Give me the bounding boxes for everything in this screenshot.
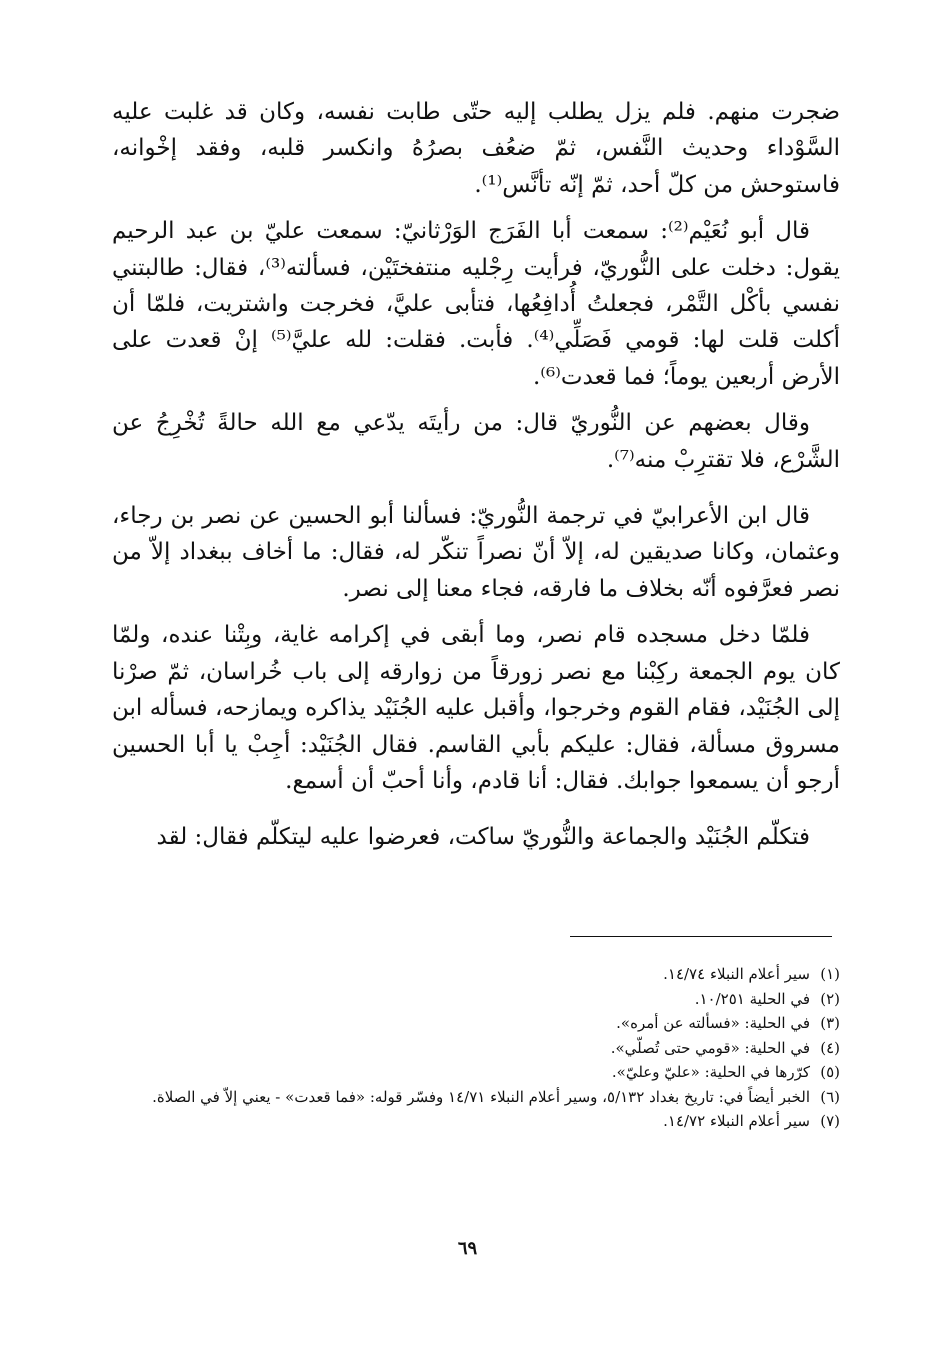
footnotes bbox=[112, 963, 840, 1135]
footnote bbox=[112, 1012, 840, 1035]
footnote-text: في الحلية: «قومي حتى تُصلّي». bbox=[610, 1038, 810, 1057]
footnote-number: (٢) bbox=[820, 989, 840, 1008]
footnote-text: كرّرها في الحلية: «عليّ وعليّ». bbox=[611, 1063, 810, 1081]
footnote-number: (٧) bbox=[820, 1112, 840, 1130]
footnote bbox=[112, 1061, 840, 1084]
footnote-number: (٣) bbox=[820, 1014, 840, 1032]
footnote bbox=[112, 1086, 840, 1109]
paragraph: فتكلّم الجُنَيْد والجماعة والنُّوريّ ساكت، فعرضوا عليه ليتكلّم فقال: لقد bbox=[156, 824, 810, 851]
paragraph: قال أبو نُعَيْم⁽²⁾: سمعت أبا الفَرَج الوَرْثانيّ: سمعت عليّ بن عبد الرحيم يقول: دخلت على النُّوريّ، فرأيت رِجْليه منتفختَيْن، فسألته⁽³⁾، فقال: طالبتني نفسي بأكْل التَّمْر، فجعلتُ أُدافِعُها، فتأبى عليَّ، فخرجت واشتريت، فلمّا أن أكلت قلت لها: قومي فَصَلِّي⁽⁴⁾. فأبت. فقلت: لله عليَّ⁽⁵⁾ إنْ قعدت على الأرض أربعين يوماً؛ فما قعدت⁽⁶⁾. bbox=[112, 218, 840, 390]
main-text bbox=[112, 94, 840, 866]
footnote bbox=[112, 963, 840, 986]
paragraph: وقال بعضهم عن النُّوريّ قال: من رأيتَه يدّعي مع الله حالةً تُخْرِجُ عن الشَّرْع، فلا تقترِبْ منه⁽⁷⁾. bbox=[112, 410, 840, 473]
footnote bbox=[112, 988, 840, 1011]
footnote-text: سير أعلام النبلاء ١٤/٧٢. bbox=[663, 1112, 810, 1130]
footnote-text: في الحلية: «فسألته عن أمره». bbox=[616, 1014, 810, 1032]
paragraph: ضجرت منهم. فلم يزل يطلب إليه حتّى طابت نفسه، وكان قد غلبت عليه السَّوْداء وحديث النَّفس، ثمّ ضعُف بصرُهُ وانكسر قلبه، وفقد إخْوانه، فاستوحش من كلّ أحد، ثمّ إنّه تأنَّس⁽¹⁾. bbox=[112, 99, 840, 198]
page-number: ٦٩ bbox=[457, 1238, 478, 1259]
paragraph: فلمّا دخل مسجده قام نصر، وما أبقى في إكرامه غاية، وبِتْنا عنده، ولمّا كان يوم الجمعة ركِبْنا مع نصر زورقاً من زوارقه إلى باب خُراسان، ثمّ صرْنا إلى الجُنَيْد، فقام القوم وخرجوا، وأقبل عليه الجُنَيْد يذاكره ويمازحه، فسأله ابن مسروق مسألة، فقال: عليكم بأبي القاسم. فقال الجُنَيْد: أجِبْ يا أبا الحسين أرجو أن يسمعوا جوابك. فقال: أنا قادم، وأنا أحبّ أن أسمع. bbox=[112, 622, 840, 794]
paragraph: قال ابن الأعرابيّ في ترجمة النُّوريّ: فسألنا أبو الحسين عن نصر بن رجاء، وعثمان، وكانا صديقين له، إلاّ أنّ نصراً تنكّر له، فقال: ما أخاف ببغداد إلاّ من نصر فعرَّفوه أنّه بخلاف ما فارقه، فجاء معنا إلى نصر. bbox=[112, 503, 840, 602]
footnote-number: (٦) bbox=[820, 1087, 840, 1106]
footnote-number: (٥) bbox=[820, 1063, 840, 1081]
footnote-number: (٤) bbox=[820, 1038, 840, 1057]
footnote-text: في الحلية ١٠/٢٥١. bbox=[694, 989, 810, 1008]
footnote bbox=[112, 1110, 840, 1133]
footnote-text: الخبر أيضاً في: تاريخ بغداد ٥/١٣٢، وسير أعلام النبلاء ١٤/٧١ وفسّر قوله: «فما قعدت» - يعني إلاّ في الصلاة. bbox=[152, 1087, 810, 1106]
footnote-divider bbox=[570, 936, 832, 937]
footnote-number: (١) bbox=[820, 965, 840, 983]
footnote-text: سير أعلام النبلاء ١٤/٧٤. bbox=[663, 965, 810, 983]
footnote bbox=[112, 1037, 840, 1060]
